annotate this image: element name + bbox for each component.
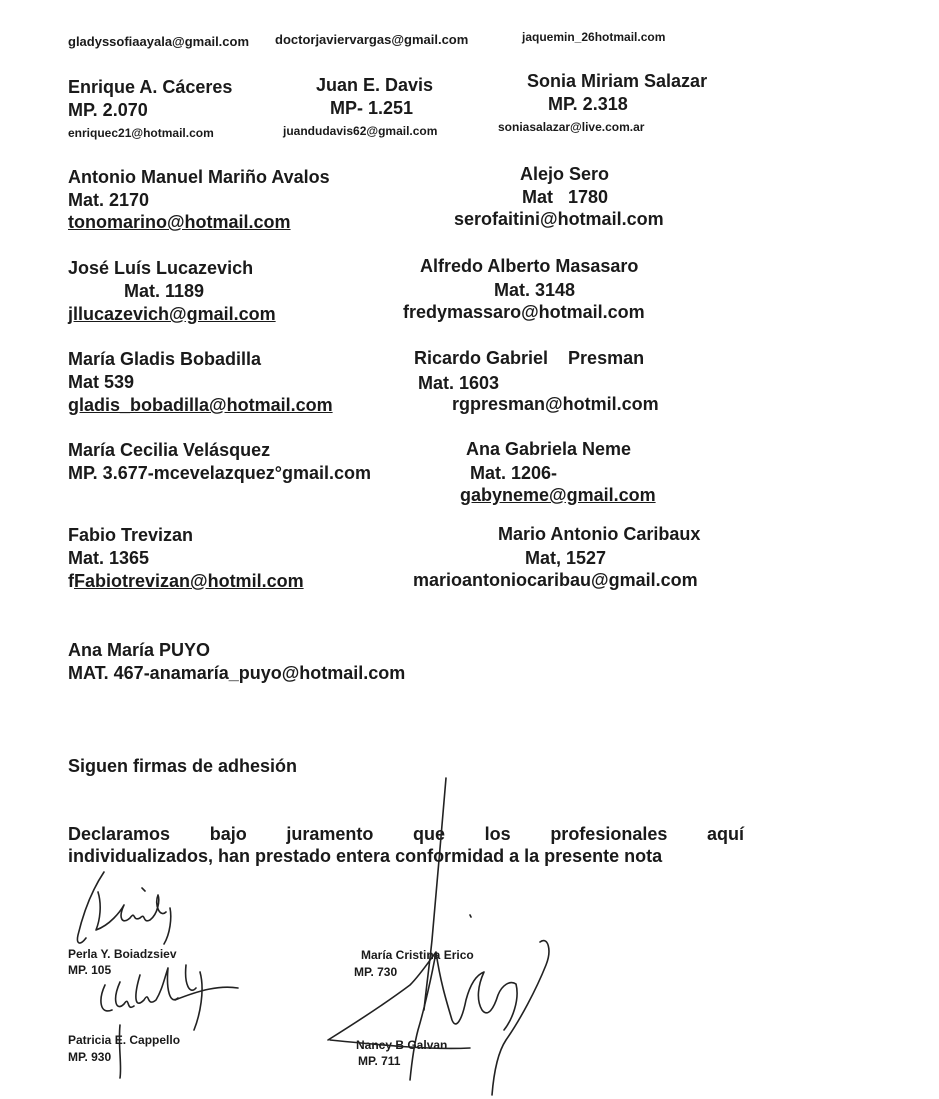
email-lucazevich: jllucazevich@gmail.com: [68, 304, 276, 324]
sig-mat-erico: MP. 730: [354, 965, 398, 979]
name-davis: Juan E. Davis: [316, 75, 434, 95]
signature-boiadzsiev: [77, 872, 170, 944]
name-trevizan: Fabio Trevizan: [68, 525, 194, 545]
email-davis: juandudavis62@gmail.com: [283, 124, 438, 138]
mat-marino: Mat. 2170: [68, 190, 150, 210]
mat-lucazevich: Mat. 1189: [124, 281, 205, 301]
name-neme: Ana Gabriela Neme: [466, 439, 632, 459]
mat-email-puyo: MAT. 467-anamaría_puyo@hotmail.com: [68, 663, 406, 683]
name-masasaro: Alfredo Alberto Masasaro: [420, 256, 639, 276]
email-salazar: soniasalazar@live.com.ar: [498, 120, 645, 134]
mat-trevizan: Mat. 1365: [68, 548, 150, 568]
name-lucazevich: José Luís Lucazevich: [68, 258, 254, 278]
name-velasquez: María Cecilia Velásquez: [68, 440, 271, 460]
sig-name-erico: María Cristina Erico: [361, 948, 474, 962]
email-jaquemin: jaquemin_26hotmail.com: [522, 30, 666, 44]
mat-presman: Mat. 1603: [418, 373, 500, 393]
email-caceres: enriquec21@hotmail.com: [68, 126, 214, 140]
email-address-trevizan: Fabiotrevizan@hotmil.com: [74, 571, 304, 591]
name-puyo: Ana María PUYO: [68, 640, 211, 660]
mat-email-velasquez: MP. 3.677-mcevelazquez°gmail.com: [68, 463, 372, 483]
name-bobadilla: María Gladis Bobadilla: [68, 349, 262, 369]
email-presman: rgpresman@hotmil.com: [452, 394, 659, 414]
mat-davis: MP- 1.251: [330, 98, 414, 118]
signature-galvan: [328, 941, 549, 1095]
name-caribaux: Mario Antonio Caribaux: [498, 524, 701, 544]
name-caceres: Enrique A. Cáceres: [68, 77, 233, 97]
signature-cappello: [101, 965, 238, 1078]
mat-sero: Mat 1780: [522, 187, 609, 207]
email-caribaux: marioantoniocaribau@gmail.com: [413, 570, 698, 590]
mat-caribaux: Mat, 1527: [525, 548, 607, 568]
email-sero: serofaitini@hotmail.com: [454, 209, 664, 229]
mat-caceres: MP. 2.070: [68, 100, 148, 120]
email-masasaro: fredymassaro@hotmail.com: [403, 302, 645, 322]
name-presman: Ricardo Gabriel Presman: [414, 348, 645, 368]
mat-salazar: MP. 2.318: [548, 94, 628, 114]
name-sero: Alejo Sero: [520, 164, 610, 184]
sig-name-cappello: Patricia E. Cappello: [68, 1033, 181, 1047]
email-neme: gabyneme@gmail.com: [460, 485, 656, 505]
name-salazar: Sonia Miriam Salazar: [527, 71, 708, 91]
name-marino: Antonio Manuel Mariño Avalos: [68, 167, 330, 187]
sig-mat-boiadzsiev: MP. 105: [68, 963, 112, 977]
sig-mat-cappello: MP. 930: [68, 1050, 112, 1064]
mat-masasaro: Mat. 3148: [494, 280, 576, 300]
declaration-line-2: individualizados, han prestado entera conformidad a la presente nota: [68, 846, 663, 866]
email-marino: tonomarino@hotmail.com: [68, 212, 291, 232]
email-bobadilla: gladis_bobadilla@hotmail.com: [68, 395, 333, 415]
email-javier-vargas: doctorjaviervargas@gmail.com: [275, 32, 469, 47]
sig-name-galvan: Nancy B Galvan: [356, 1038, 448, 1052]
sig-mat-galvan: MP. 711: [358, 1054, 401, 1068]
mat-neme: Mat. 1206-: [470, 463, 558, 483]
adhesion-heading: Siguen firmas de adhesión: [68, 756, 298, 776]
email-prefix-trevizan: f: [68, 571, 74, 591]
declaration-line-1: Declaramos bajo juramento que los profesionales aquí: [68, 824, 744, 844]
email-gladys-ayala: gladyssofiaayala@gmail.com: [68, 34, 250, 49]
sig-name-boiadzsiev: Perla Y. Boiadzsiev: [68, 947, 177, 961]
mat-bobadilla: Mat 539: [68, 372, 135, 392]
